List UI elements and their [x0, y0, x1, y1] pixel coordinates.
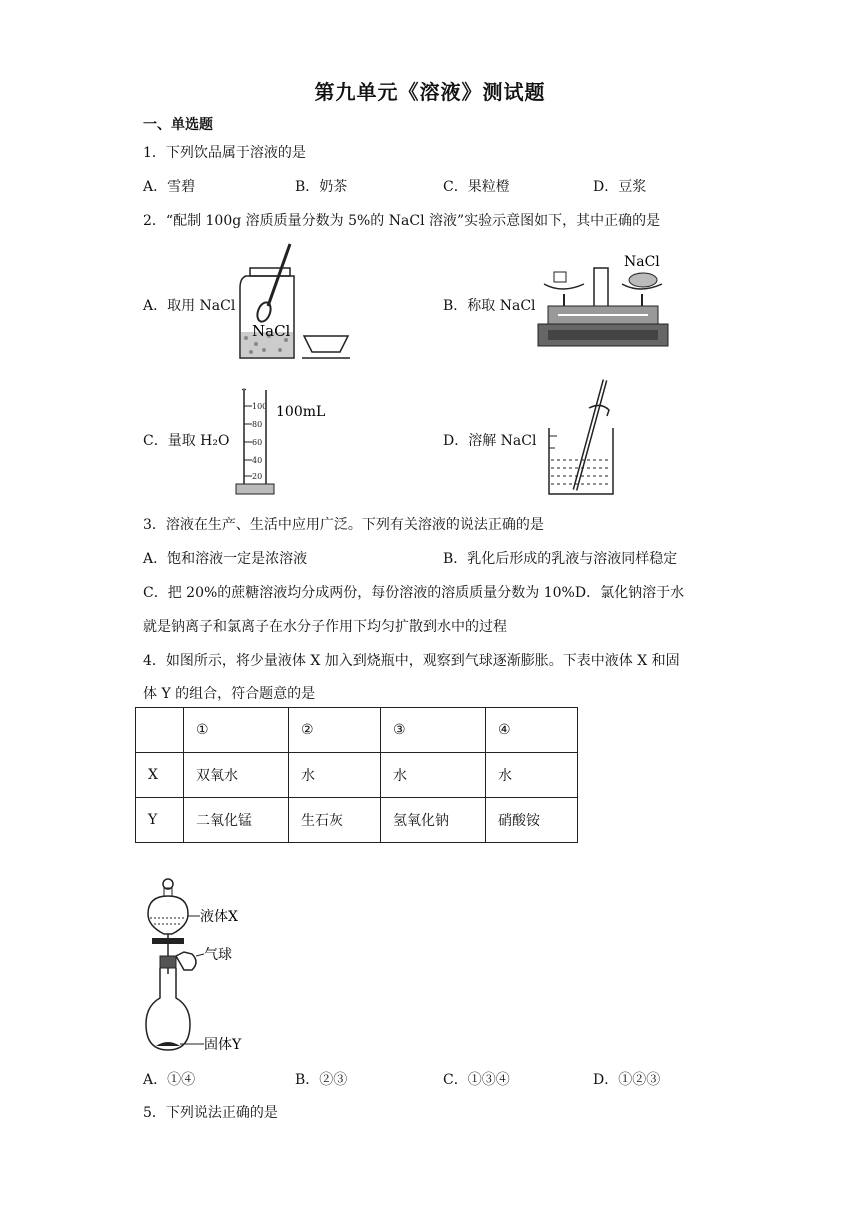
- graduated-cylinder-figure: [236, 386, 346, 498]
- balance-figure: [538, 250, 668, 350]
- fig-b-label: NaCl: [624, 254, 660, 270]
- fig-a-label: NaCl: [252, 322, 291, 340]
- table-cell: ②: [289, 708, 381, 753]
- q3-stem: 3．溶液在生产、生活中应用广泛。下列有关溶液的说法正确的是: [143, 517, 544, 533]
- table-cell: 生石灰: [289, 798, 381, 843]
- fig-q4-liquid-label: 液体X: [200, 909, 238, 925]
- q2-stem: 2．“配制 100g 溶质质量分数为 5%的 NaCl 溶液”实验示意图如下，其中正确的是: [143, 213, 661, 229]
- q1-option-c: C．果粒橙: [443, 179, 510, 195]
- beaker-figure: [545, 378, 617, 500]
- fig-c-label: 100mL: [276, 404, 326, 420]
- fig-q4-solid-label: 固体Y: [204, 1037, 242, 1053]
- q1-option-b: B．奶茶: [295, 179, 348, 195]
- fig-c-tick-60: 60: [252, 438, 263, 447]
- table-cell: 水: [486, 753, 578, 798]
- table-row: [136, 753, 578, 798]
- table-row: [136, 708, 578, 753]
- q1-stem: 1．下列饮品属于溶液的是: [143, 145, 306, 161]
- table-cell: 水: [381, 753, 486, 798]
- table-cell: X: [136, 753, 184, 798]
- page-title: 第九单元《溶液》测试题: [314, 80, 546, 104]
- fig-q4-balloon-label: 气球: [204, 947, 232, 963]
- table-row: [136, 798, 578, 843]
- q2-option-a: A．取用 NaCl: [143, 298, 236, 314]
- table-cell: 二氧化锰: [184, 798, 289, 843]
- q1-option-d: D．豆浆: [593, 179, 647, 195]
- q4-option-a: A．①④: [143, 1072, 196, 1088]
- fig-c-tick-20: 20: [252, 472, 263, 481]
- q4-option-b: B．②③: [295, 1072, 348, 1088]
- q4-option-c: C．①③④: [443, 1072, 510, 1088]
- q4-table: [135, 707, 578, 843]
- fig-c-tick-80: 80: [252, 420, 263, 429]
- table-cell: ④: [486, 708, 578, 753]
- q2-option-c: C．量取 H₂O: [143, 433, 230, 449]
- reagent-bottle-figure: [234, 240, 354, 362]
- q2-option-b: B．称取 NaCl: [443, 298, 536, 314]
- table-cell: 氢氧化钠: [381, 798, 486, 843]
- fig-c-tick-100: 100: [252, 402, 268, 411]
- fig-c-tick-40: 40: [252, 456, 263, 465]
- table-cell: 水: [289, 753, 381, 798]
- q1-option-a: A．雪碧: [143, 179, 196, 195]
- q4-option-d: D．①②③: [593, 1072, 661, 1088]
- table-cell: 双氧水: [184, 753, 289, 798]
- flask-apparatus-figure: [140, 878, 280, 1058]
- table-cell: 硝酸铵: [486, 798, 578, 843]
- q4-stem-line1: 4．如图所示，将少量液体 X 加入到烧瓶中，观察到气球逐渐膨胀。下表中液体 X 和固: [143, 653, 680, 669]
- q5-stem: 5．下列说法正确的是: [143, 1105, 278, 1121]
- table-cell: Y: [136, 798, 184, 843]
- q3-option-b: B．乳化后形成的乳液与溶液同样稳定: [443, 551, 678, 567]
- q3-option-line4: 就是钠离子和氯离子在水分子作用下均匀扩散到水中的过程: [143, 619, 507, 635]
- table-cell: ③: [381, 708, 486, 753]
- section-heading: 一、单选题: [143, 117, 213, 133]
- q4-stem-line2: 体 Y 的组合，符合题意的是: [143, 686, 316, 702]
- q3-option-line3: C．把 20%的蔗糖溶液均分成两份，每份溶液的溶质质量分数为 10%D．氯化钠溶于水: [143, 585, 685, 601]
- table-cell: [136, 708, 184, 753]
- q2-option-d: D．溶解 NaCl: [443, 433, 537, 449]
- table-cell: ①: [184, 708, 289, 753]
- q3-option-a: A．饱和溶液一定是浓溶液: [143, 551, 308, 567]
